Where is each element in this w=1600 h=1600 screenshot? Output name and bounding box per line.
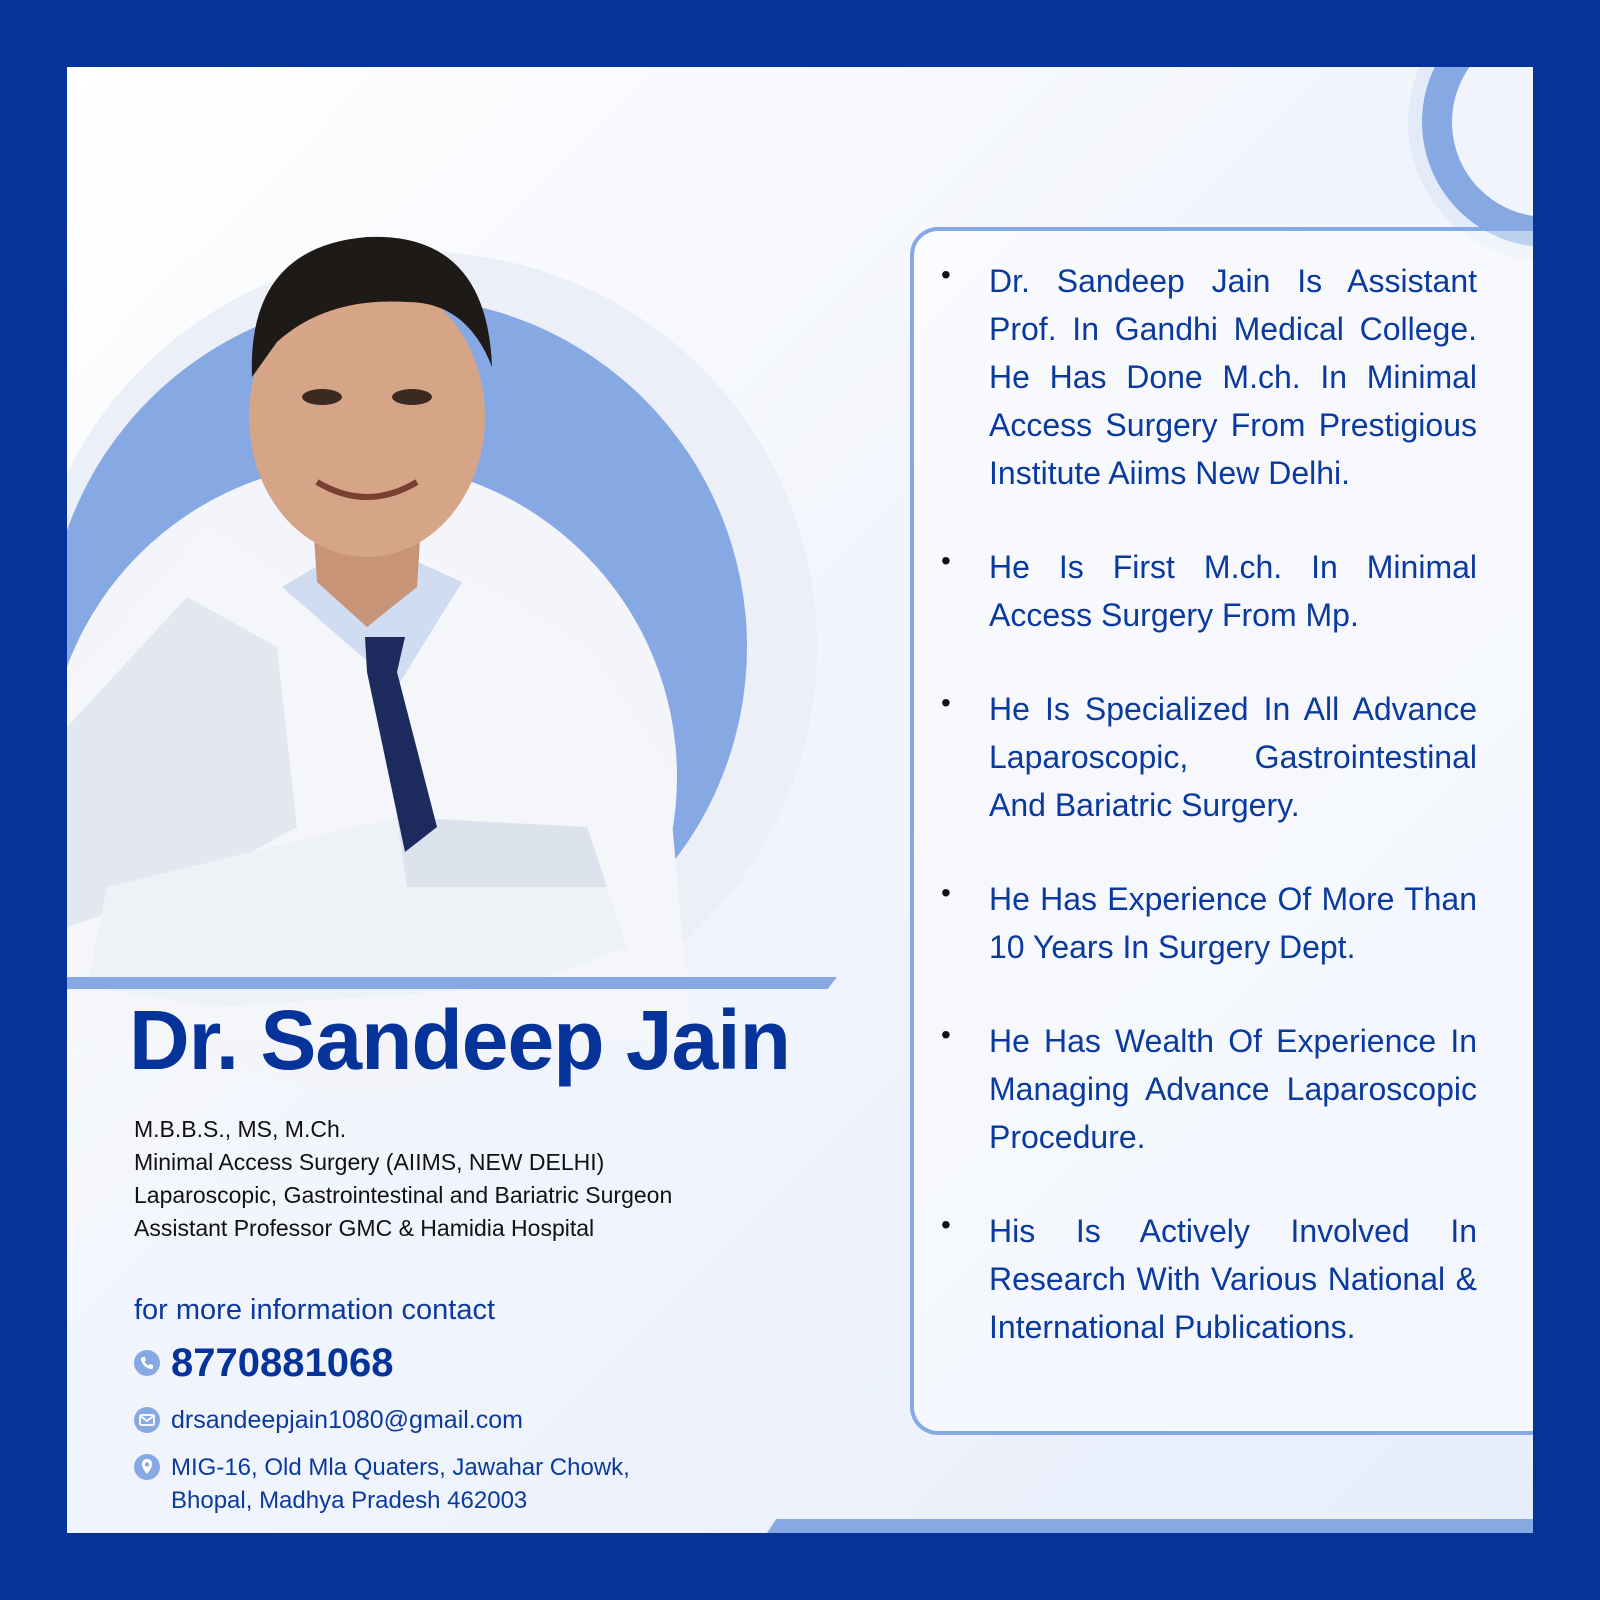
list-item	[917, 1017, 1477, 1161]
qualification-line: M.B.B.S., MS, M.Ch.	[134, 1116, 347, 1142]
list-item	[917, 1207, 1477, 1351]
bullet-icon: •	[941, 877, 951, 908]
list-item	[917, 685, 1477, 829]
email-icon	[134, 1407, 160, 1433]
doctor-portrait	[67, 127, 707, 1042]
highlight-text: His Is Actively Involved In Research With Various National & International Publications.	[989, 1213, 1477, 1345]
list-item	[917, 257, 1477, 497]
list-item	[917, 875, 1477, 971]
email-address[interactable]: drsandeepjain1080@gmail.com	[171, 1406, 523, 1434]
address-text	[171, 1451, 630, 1517]
highlight-text: Dr. Sandeep Jain Is Assistant Prof. In Gandhi Medical College. He Has Done M.ch. In Minimal Access Surgery From Prestigious Institute Aiims New Delhi.	[989, 263, 1477, 491]
list-item	[917, 543, 1477, 639]
highlight-text: He Is Specialized In All Advance Laparoscopic, Gastrointestinal And Bariatric Surgery.	[989, 691, 1477, 823]
doctor-name: Dr. Sandeep Jain	[129, 993, 790, 1087]
qualification-line: Laparoscopic, Gastrointestinal and Bariatric Surgeon	[134, 1182, 673, 1208]
phone-number[interactable]: 8770881068	[171, 1341, 394, 1385]
address-line-2: Bhopal, Madhya Pradesh 462003	[171, 1487, 528, 1514]
phone-row	[134, 1340, 393, 1386]
highlight-text: He Has Wealth Of Experience In Managing Advance Laparoscopic Procedure.	[989, 1023, 1477, 1155]
highlight-text: He Has Experience Of More Than 10 Years In Surgery Dept.	[989, 881, 1477, 965]
email-row	[134, 1404, 523, 1436]
poster-canvas	[67, 67, 1533, 1533]
bullet-icon: •	[941, 545, 951, 576]
divider-bar	[67, 977, 837, 989]
phone-icon	[134, 1350, 160, 1376]
address-line-1: MIG-16, Old Mla Quaters, Jawahar Chowk,	[171, 1454, 630, 1481]
bullet-icon: •	[941, 259, 951, 290]
address-row	[134, 1451, 630, 1517]
bullet-icon: •	[941, 687, 951, 718]
highlight-text: He Is First M.ch. In Minimal Access Surgery From Mp.	[989, 549, 1477, 633]
qualifications	[134, 1113, 774, 1245]
bullet-icon: •	[941, 1019, 951, 1050]
bullet-icon: •	[941, 1209, 951, 1240]
contact-heading: for more information contact	[134, 1294, 496, 1326]
bottom-accent-bar	[767, 1519, 1533, 1533]
highlights-list	[917, 257, 1477, 1397]
location-pin-icon	[134, 1454, 160, 1480]
decorative-corner-ring	[1422, 67, 1533, 247]
qualification-line: Assistant Professor GMC & Hamidia Hospital	[134, 1215, 595, 1241]
qualification-line: Minimal Access Surgery (AIIMS, NEW DELHI)	[134, 1149, 605, 1175]
